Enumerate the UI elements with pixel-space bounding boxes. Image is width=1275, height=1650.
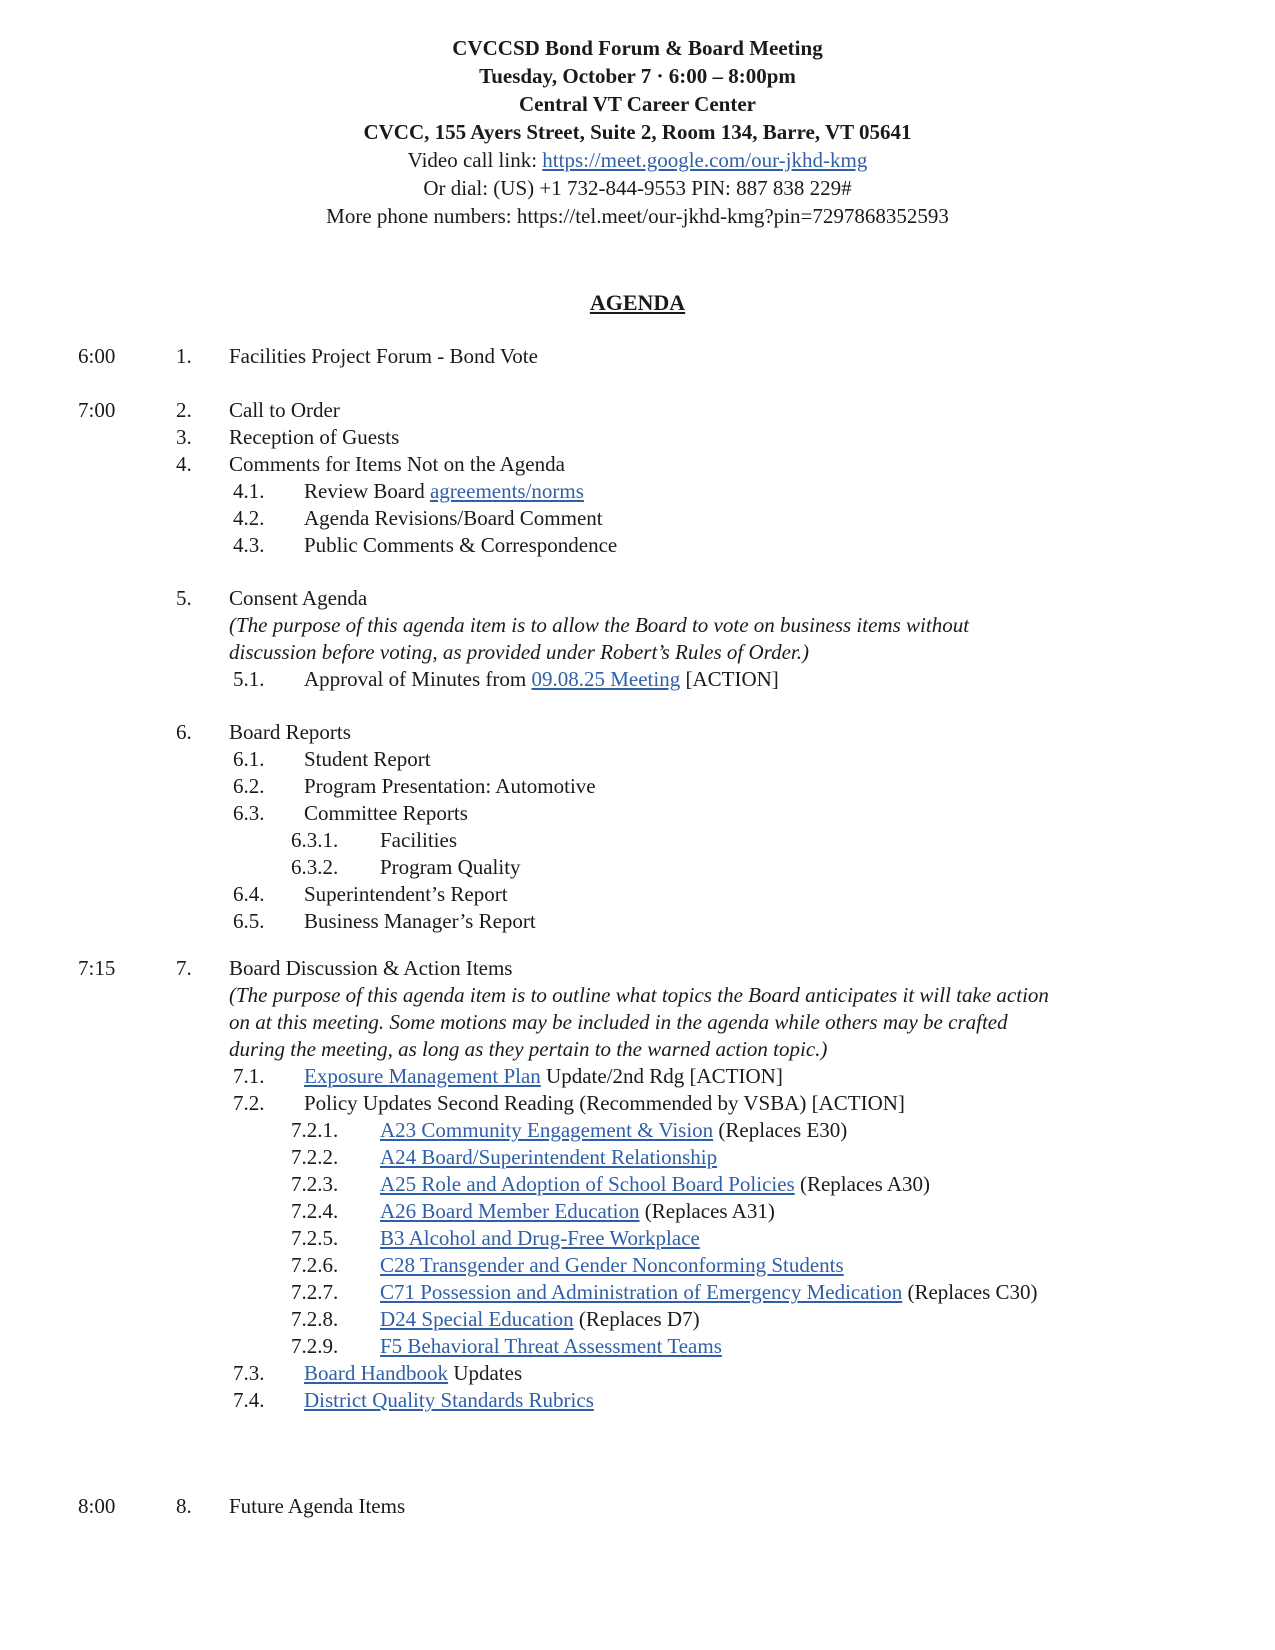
item-text: Facilities Project Forum - Bond Vote xyxy=(229,344,538,368)
item-number: 7.2.4. xyxy=(291,1199,339,1223)
item-number: 4.1. xyxy=(233,479,265,503)
item-text: Student Report xyxy=(304,747,431,771)
item-number: 4.2. xyxy=(233,506,265,530)
item-text-suffix: Update/2nd Rdg [ACTION] xyxy=(540,1064,783,1088)
item-text-suffix: (Replaces D7) xyxy=(573,1307,700,1331)
item-text: Consent Agenda xyxy=(229,586,368,610)
item-text: Future Agenda Items xyxy=(229,1494,406,1518)
item-number: 7.1. xyxy=(233,1064,265,1088)
item-number: 6.3.2. xyxy=(291,855,339,879)
item-number: 6.3.1. xyxy=(291,828,339,852)
item-number: 1. xyxy=(176,344,192,368)
more-phone-numbers: More phone numbers: https://tel.meet/our-jkhd-kmg?pin=7297868352593 xyxy=(326,204,949,228)
item-number: 6. xyxy=(176,720,192,744)
exposure-plan-link[interactable]: Exposure Management Plan xyxy=(304,1064,541,1088)
item-text xyxy=(304,1386,594,1414)
item-number: 7.2.1. xyxy=(291,1118,339,1142)
policy-c71-link[interactable]: C71 Possession and Administration of Emergency Medication xyxy=(380,1280,903,1304)
item-text-suffix: [ACTION] xyxy=(680,667,779,691)
policy-b3-link[interactable]: B3 Alcohol and Drug-Free Workplace xyxy=(380,1226,700,1250)
item-time: 8:00 xyxy=(78,1494,116,1518)
item-text xyxy=(380,1116,847,1144)
item-number: 5. xyxy=(176,586,192,610)
policy-a26-link[interactable]: A26 Board Member Education xyxy=(380,1199,640,1223)
dial-in-info: Or dial: (US) +1 732-844-9553 PIN: 887 838 229# xyxy=(423,176,852,200)
item-number: 4.3. xyxy=(233,533,265,557)
consent-agenda-note-line-1: (The purpose of this agenda item is to allow the Board to vote on business items without xyxy=(229,613,970,637)
item-number: 6.3. xyxy=(233,801,265,825)
item-text-suffix: (Replaces E30) xyxy=(713,1118,848,1142)
item-time: 6:00 xyxy=(78,344,116,368)
item-text xyxy=(380,1143,717,1171)
video-call-link[interactable]: https://meet.google.com/our-jkhd-kmg xyxy=(542,148,868,172)
item-text: Committee Reports xyxy=(304,801,468,825)
item-number: 4. xyxy=(176,452,192,476)
item-text: Facilities xyxy=(380,828,457,852)
item-number: 7.2.5. xyxy=(291,1226,339,1250)
video-call-label: Video call link: xyxy=(407,148,543,172)
item-text xyxy=(304,477,584,505)
item-text-prefix: Review Board xyxy=(304,479,430,503)
item-number: 7.2.6. xyxy=(291,1253,339,1277)
item-text-suffix: (Replaces A30) xyxy=(794,1172,931,1196)
policy-c28-link[interactable]: C28 Transgender and Gender Nonconforming Students xyxy=(380,1253,844,1277)
minutes-link[interactable]: 09.08.25 Meeting xyxy=(531,667,681,691)
item-number: 7.2.8. xyxy=(291,1307,339,1331)
item-text: Board Discussion & Action Items xyxy=(229,956,513,980)
item-text xyxy=(380,1251,844,1279)
item-text: Superintendent’s Report xyxy=(304,882,508,906)
item-number: 7.3. xyxy=(233,1361,265,1385)
policy-a23-link[interactable]: A23 Community Engagement & Vision xyxy=(380,1118,714,1142)
item-text xyxy=(304,665,779,693)
item-number: 6.1. xyxy=(233,747,265,771)
meeting-date: Tuesday, October 7 · 6:00 – 8:00pm xyxy=(479,64,796,88)
item-text: Program Presentation: Automotive xyxy=(304,774,596,798)
quality-rubrics-link[interactable]: District Quality Standards Rubrics xyxy=(304,1388,594,1412)
item-text xyxy=(380,1197,775,1225)
item-number: 7.2.7. xyxy=(291,1280,339,1304)
item-text xyxy=(380,1170,930,1198)
consent-agenda-note-line-2: discussion before voting, as provided under Robert’s Rules of Order.) xyxy=(229,640,809,664)
item-number: 7.2.9. xyxy=(291,1334,339,1358)
item-text-suffix: Updates xyxy=(448,1361,523,1385)
item-text: Board Reports xyxy=(229,720,351,744)
item-number: 8. xyxy=(176,1494,192,1518)
discussion-note-line-3: during the meeting, as long as they pertain to the warned action topic.) xyxy=(229,1037,828,1061)
meeting-address: CVCC, 155 Ayers Street, Suite 2, Room 134, Barre, VT 05641 xyxy=(363,120,912,144)
video-call-line xyxy=(0,146,1275,174)
item-text xyxy=(304,1359,522,1387)
item-text xyxy=(380,1224,700,1252)
item-time: 7:00 xyxy=(78,398,116,422)
item-number: 6.5. xyxy=(233,909,265,933)
discussion-note-line-1: (The purpose of this agenda item is to outline what topics the Board anticipates it will take action xyxy=(229,983,1049,1007)
item-text: Program Quality xyxy=(380,855,521,879)
item-number: 6.4. xyxy=(233,882,265,906)
item-text: Business Manager’s Report xyxy=(304,909,536,933)
item-number: 2. xyxy=(176,398,192,422)
item-text-suffix: (Replaces C30) xyxy=(902,1280,1038,1304)
policy-f5-link[interactable]: F5 Behavioral Threat Assessment Teams xyxy=(380,1334,722,1358)
item-text xyxy=(380,1278,1038,1306)
meeting-header xyxy=(0,34,1275,230)
item-number: 3. xyxy=(176,425,192,449)
item-number: 7.2.3. xyxy=(291,1172,339,1196)
item-text: Public Comments & Correspondence xyxy=(304,533,618,557)
board-handbook-link[interactable]: Board Handbook xyxy=(304,1361,449,1385)
policy-d24-link[interactable]: D24 Special Education xyxy=(380,1307,574,1331)
item-text xyxy=(304,1062,783,1090)
item-number: 7.4. xyxy=(233,1388,265,1412)
discussion-note-line-2: on at this meeting. Some motions may be included in the agenda while others may be crafted xyxy=(229,1010,1008,1034)
item-number: 7.2. xyxy=(233,1091,265,1115)
item-number: 6.2. xyxy=(233,774,265,798)
policy-a25-link[interactable]: A25 Role and Adoption of School Board Policies xyxy=(380,1172,795,1196)
item-text: Call to Order xyxy=(229,398,340,422)
agreements-norms-link[interactable]: agreements/norms xyxy=(429,479,584,503)
item-time: 7:15 xyxy=(78,956,116,980)
item-text xyxy=(380,1332,722,1360)
item-text-prefix: Approval of Minutes from xyxy=(304,667,532,691)
meeting-title: CVCCSD Bond Forum & Board Meeting xyxy=(452,36,823,60)
item-number: 5.1. xyxy=(233,667,265,691)
item-text: Policy Updates Second Reading (Recommended by VSBA) [ACTION] xyxy=(304,1091,905,1115)
agenda-heading: AGENDA xyxy=(589,290,686,315)
item-text xyxy=(380,1305,700,1333)
item-number: 7. xyxy=(176,956,192,980)
item-text: Agenda Revisions/Board Comment xyxy=(304,506,603,530)
policy-a24-link[interactable]: A24 Board/Superintendent Relationship xyxy=(380,1145,718,1169)
item-text-suffix: (Replaces A31) xyxy=(639,1199,775,1223)
meeting-venue: Central VT Career Center xyxy=(519,92,756,116)
item-text: Comments for Items Not on the Agenda xyxy=(229,452,565,476)
item-text: Reception of Guests xyxy=(229,425,400,449)
item-number: 7.2.2. xyxy=(291,1145,339,1169)
